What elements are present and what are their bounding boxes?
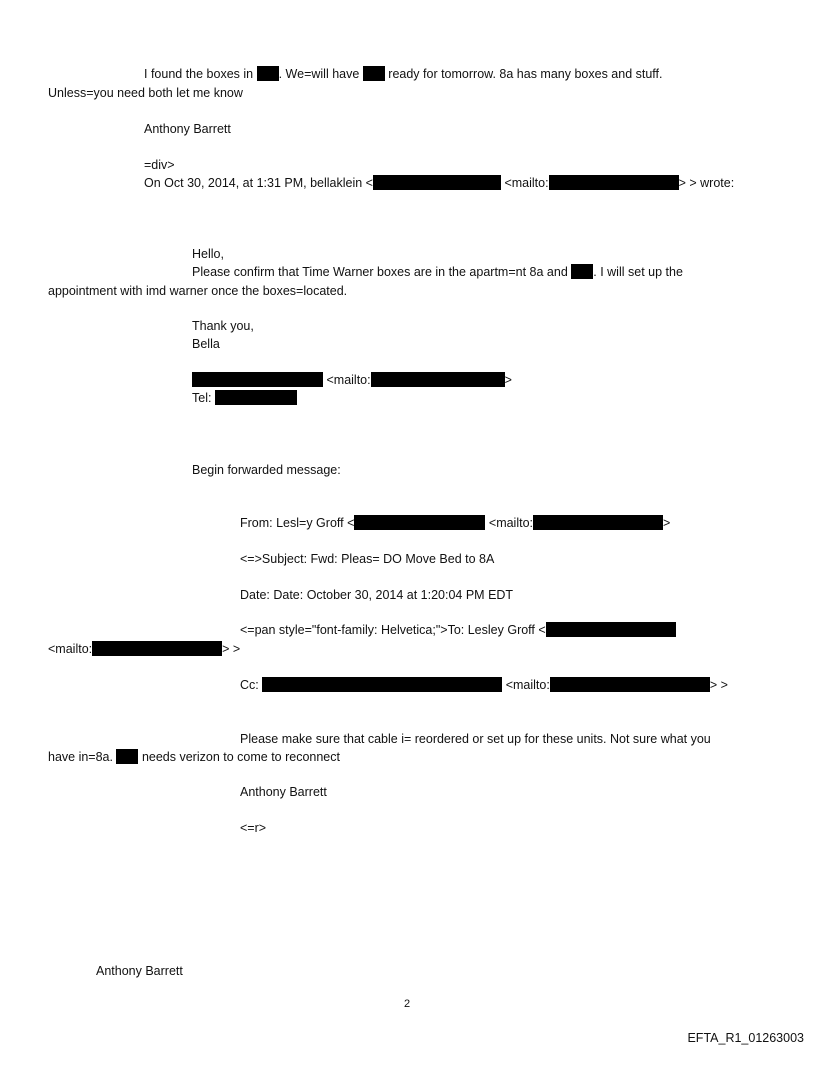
redaction-block (262, 677, 502, 692)
page-number: 2 (404, 998, 411, 1010)
redaction-block (373, 175, 501, 190)
signature-name: Anthony Barrett (144, 122, 231, 136)
subject-line: <=>Subject: Fwd: Pleas= DO Move Bed to 8A (240, 552, 495, 566)
redaction-block (549, 175, 679, 190)
bottom-signature: Anthony Barrett (96, 964, 183, 978)
contact-email-line: <mailto: > (192, 372, 512, 388)
greeting: Hello, (192, 247, 224, 261)
redaction-block (550, 677, 710, 692)
redaction-block (371, 372, 505, 387)
redaction-block (546, 622, 676, 637)
on-date-wrote-line: On Oct 30, 2014, at 1:31 PM, bellaklein < <mailto: > > wrote: (144, 176, 735, 190)
bella-line-2: appointment with imd warner once the boxes=located. (48, 284, 348, 298)
to-line: <=pan style="font-family: Helvetica;">To: Lesley Groff < (240, 622, 676, 638)
document-id: EFTA_R1_01263003 (687, 1031, 804, 1045)
redaction-block (116, 749, 138, 764)
redaction-block (533, 515, 663, 530)
forwarded-body-line-2: have in=8a. needs verizon to come to reconnect (48, 750, 340, 764)
redaction-block (257, 66, 279, 81)
from-line: From: Lesl=y Groff < <mailto: > (240, 516, 671, 530)
sender-name: Bella (192, 337, 220, 351)
closing: Thank you, (192, 319, 254, 333)
date-line: Date: Date: October 30, 2014 at 1:20:04 PM EDT (240, 588, 514, 602)
redaction-block (363, 66, 385, 81)
forwarded-signature: Anthony Barrett (240, 785, 327, 799)
redaction-block (354, 515, 485, 530)
intro-line-2: Unless=you need both let me know (48, 86, 243, 100)
bella-line-1: Please confirm that Time Warner boxes are in the apartm=nt 8a and . I will set up the (192, 265, 683, 279)
r-tag: <=r> (240, 821, 267, 835)
redaction-block (215, 390, 297, 405)
tel-line: Tel: (192, 390, 297, 406)
forwarded-header: Begin forwarded message: (192, 463, 341, 477)
div-tag: =div> (144, 158, 175, 172)
redaction-block (92, 641, 222, 656)
to-line-continued: <mailto: > > (48, 642, 241, 656)
cc-line: Cc: <mailto: > > (240, 678, 728, 692)
redaction-block (192, 372, 323, 387)
forwarded-body-line-1: Please make sure that cable i= reordered or set up for these units. Not sure what you (240, 732, 711, 746)
redaction-block (571, 264, 593, 279)
intro-line-1: I found the boxes in . We=will have ready for tomorrow. 8a has many boxes and stuff. (144, 67, 663, 81)
